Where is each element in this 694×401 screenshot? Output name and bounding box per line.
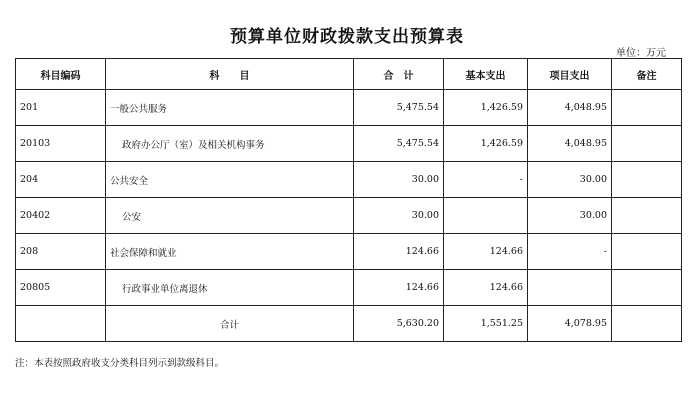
row-remark <box>612 162 682 198</box>
total-remark <box>612 306 682 342</box>
total-basic: 1,551.25 <box>444 306 528 342</box>
row-basic: 1,426.59 <box>444 126 528 162</box>
row-total: 30.00 <box>354 198 444 234</box>
total-project: 4,078.95 <box>528 306 612 342</box>
row-basic: 1,426.59 <box>444 90 528 126</box>
total-total: 5,630.20 <box>354 306 444 342</box>
table-row <box>16 198 682 234</box>
row-total: 124.66 <box>354 234 444 270</box>
row-total: 5,475.54 <box>354 126 444 162</box>
row-remark <box>612 270 682 306</box>
header-basic: 基本支出 <box>444 59 528 90</box>
budget-table <box>15 58 682 342</box>
row-project: 30.00 <box>528 162 612 198</box>
row-code: 204 <box>16 162 106 198</box>
total-label: 合计 <box>106 306 354 342</box>
header-remark: 备注 <box>612 59 682 90</box>
footnote: 注：本表按照政府收支分类科目列示到款级科目。 <box>15 358 225 369</box>
row-remark <box>612 126 682 162</box>
header-code: 科目编码 <box>16 59 106 90</box>
table-row <box>16 126 682 162</box>
header-total: 合 计 <box>354 59 444 90</box>
row-total: 30.00 <box>354 162 444 198</box>
row-basic: - <box>444 162 528 198</box>
table-row <box>16 270 682 306</box>
row-name: 政府办公厅（室）及相关机构事务 <box>106 126 354 162</box>
table-header-row <box>16 59 682 90</box>
page-title: 预算单位财政拨款支出预算表 <box>230 27 464 47</box>
unit-label: 单位：万元 <box>616 48 666 59</box>
row-basic: 124.66 <box>444 270 528 306</box>
total-code-cell <box>16 306 106 342</box>
table-row <box>16 90 682 126</box>
table-row <box>16 162 682 198</box>
row-total: 5,475.54 <box>354 90 444 126</box>
row-remark <box>612 198 682 234</box>
row-total: 124.66 <box>354 270 444 306</box>
header-name: 科 目 <box>106 59 354 90</box>
row-project: 4,048.95 <box>528 90 612 126</box>
row-code: 20402 <box>16 198 106 234</box>
total-row <box>16 306 682 342</box>
header-project: 项目支出 <box>528 59 612 90</box>
row-remark <box>612 90 682 126</box>
row-project <box>528 270 612 306</box>
row-name: 社会保障和就业 <box>106 234 354 270</box>
row-basic: 124.66 <box>444 234 528 270</box>
table-row <box>16 234 682 270</box>
row-code: 20103 <box>16 126 106 162</box>
row-code: 201 <box>16 90 106 126</box>
row-remark <box>612 234 682 270</box>
row-project: 4,048.95 <box>528 126 612 162</box>
row-code: 208 <box>16 234 106 270</box>
row-project: 30.00 <box>528 198 612 234</box>
row-name: 公安 <box>106 198 354 234</box>
row-code: 20805 <box>16 270 106 306</box>
row-name: 一般公共服务 <box>106 90 354 126</box>
row-project: - <box>528 234 612 270</box>
row-name: 公共安全 <box>106 162 354 198</box>
row-basic <box>444 198 528 234</box>
row-name: 行政事业单位离退休 <box>106 270 354 306</box>
